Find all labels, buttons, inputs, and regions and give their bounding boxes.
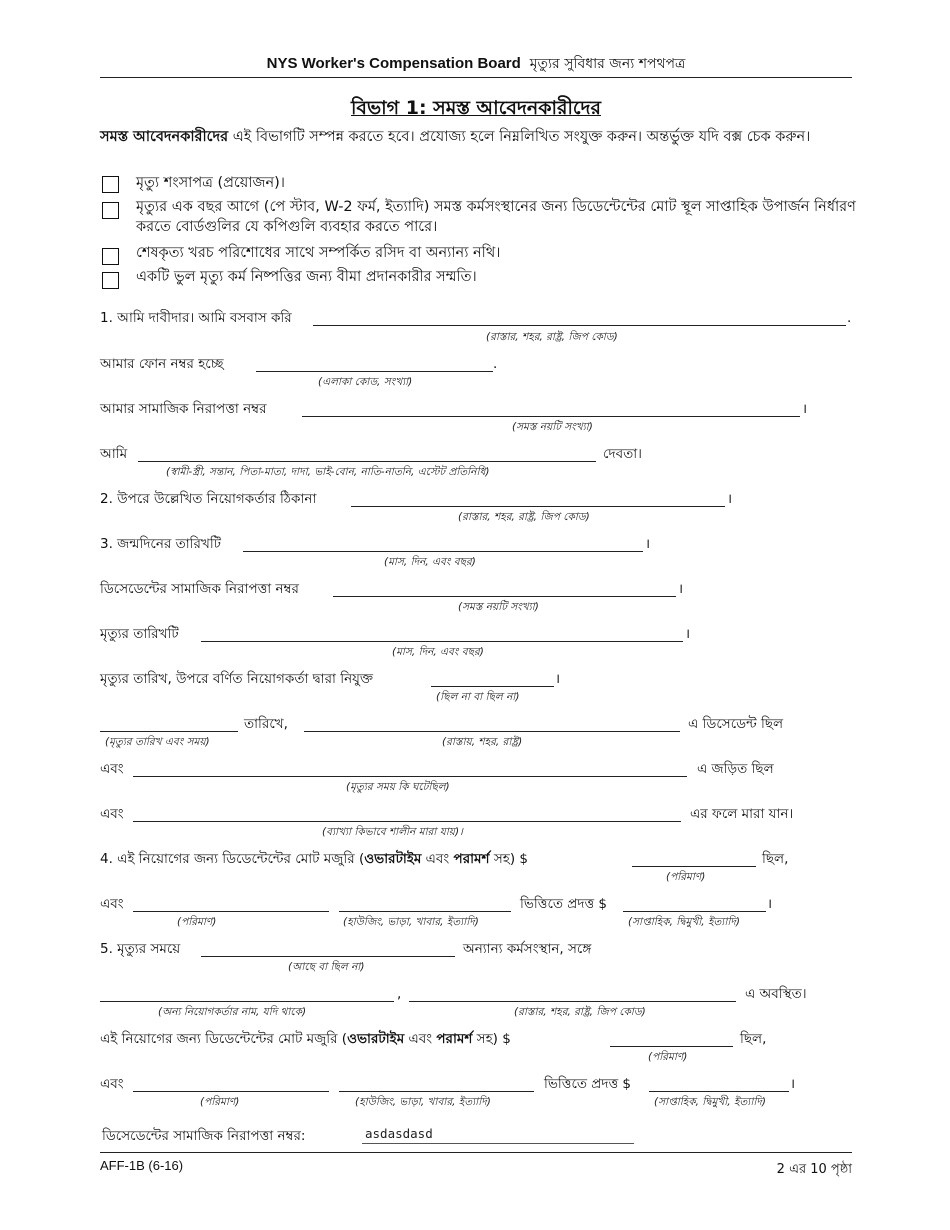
checklist-item: শেষকৃত্য খরচ পরিশোধের সাথে সম্পর্কিত রসিদ বা অন্যান্য নথি। xyxy=(136,245,501,261)
q4-wage-field[interactable] xyxy=(632,866,756,867)
caption: (পরিমাণ) xyxy=(177,916,217,928)
q4-amount-field[interactable] xyxy=(133,911,329,912)
q5-basis-field[interactable] xyxy=(339,1091,534,1092)
q4-basis-field[interactable] xyxy=(339,911,511,912)
caption: (সমস্ত নয়টি সংখ্যা) xyxy=(512,421,593,433)
caption: (ছিল না বা ছিল না) xyxy=(436,691,520,703)
death-date-label: মৃত্যুর তারিখটি xyxy=(100,626,179,642)
q2-label: 2. উপরে উল্লেখিত নিয়োগকর্তার ঠিকানা xyxy=(100,491,317,507)
q5-frequency-field[interactable] xyxy=(649,1091,789,1092)
header-rule xyxy=(100,77,852,78)
phone-field[interactable] xyxy=(256,371,493,372)
q3-label: 3. জন্মদিনের তারিখটি xyxy=(100,536,222,552)
page-header xyxy=(100,52,852,76)
checkbox-wage-records[interactable] xyxy=(102,202,119,219)
q1-address-field[interactable] xyxy=(313,325,846,326)
what-happened-field[interactable] xyxy=(133,776,687,777)
caption: (রাস্তার, শহর, রাষ্ট্র, জিপ কোড) xyxy=(458,511,590,523)
caption: (রাস্তার, শহর, রাষ্ট্র, জিপ কোড) xyxy=(514,1006,646,1018)
caption: (পরিমাণ) xyxy=(666,871,706,883)
q5-employer-address-field[interactable] xyxy=(409,1001,736,1002)
caption: (এলাকা কোড, সংখ্যা) xyxy=(318,376,413,388)
employer-address-field[interactable] xyxy=(351,506,725,507)
phone-label: আমার ফোন নম্বর হচ্ছে xyxy=(100,356,224,372)
decedent-ssn-input[interactable]: asdasdasd xyxy=(362,1126,634,1144)
caption: (হাউজিং, ভাড়া, খাবার, ইত্যাদি) xyxy=(355,1096,491,1108)
relationship-field[interactable] xyxy=(138,461,596,462)
employed-label: মৃত্যুর তারিখ, উপরে বর্ণিত নিয়োগকর্তা দ্বারা নিযুক্ত xyxy=(100,671,374,687)
caption: (হাউজিং, ভাড়া, খাবার, ইত্যাদি) xyxy=(343,916,479,928)
section-intro: সমস্ত আবেদনকারীদের এই বিভাগটি সম্পন্ন করতে হবে। প্রযোজ্য হলে নিম্নলিখিত সংযুক্ত করুন। অন্তর্ভুক্ত যদি বক্স চেক করুন। xyxy=(100,129,811,145)
q5-label: 5. মৃত্যুর সময়ে xyxy=(100,941,181,957)
form-id: AFF-1B (6-16) xyxy=(100,1158,184,1173)
checkbox-insurer-consent[interactable] xyxy=(102,272,119,289)
q4-frequency-field[interactable] xyxy=(623,911,766,912)
caption: (রাস্তার, শহর, রাষ্ট্র, জিপ কোড) xyxy=(486,331,618,343)
ssn-field[interactable] xyxy=(302,416,800,417)
q5-wage-label: এই নিয়োগের জন্য ডিডেন্টেন্টের মোট মজুরি (ওভারটাইম এবং পরামর্শ সহ) $ xyxy=(100,1031,511,1047)
caption: (আছে বা ছিল না) xyxy=(288,961,365,973)
checklist-item: মৃত্যুর এক বছর আগে (পে স্টাব, W-2 ফর্ম, ইত্যাদি) সমস্ত কর্মসংস্থানের জন্য ডিডেন্টেন্টের মোট স্থূল সাপ্তাহিক উপার্জন নির্ধারণ করতে বোর্ডগুলির যে কপিগুলি ব্যবহার করতে পারে। xyxy=(136,199,856,235)
caption: (ব্যাখ্যা কিভাবে শালীন মারা যায়)। xyxy=(322,826,463,838)
caption: (রাস্তায়, শহর, রাষ্ট্র) xyxy=(442,736,523,748)
caption: (মৃত্যুর তারিখ এবং সময়) xyxy=(105,736,210,748)
q4-label: 4. এই নিয়োগের জন্য ডিডেন্টেন্টের মোট মজুরি (ওভারটাইম এবং পরামর্শ সহ) $ xyxy=(100,851,528,867)
caption: (মাস, দিন, এবং বছর) xyxy=(392,646,484,658)
birth-date-field[interactable] xyxy=(243,551,643,552)
caption: (স্বামী-স্ত্রী, সন্তান, পিতা-মাতা, দাদা, ভাই-বোন, নাতি-নাতনি, এস্টেট প্রতিনিধি) xyxy=(166,466,490,478)
decedent-ssn-footer-label: ডিসেডেন্টের সামাজিক নিরাপত্তা নম্বর: xyxy=(102,1128,306,1144)
caption: (পরিমাণ) xyxy=(648,1051,688,1063)
checklist-item: মৃত্যু শংসাপত্র (প্রয়োজন)। xyxy=(136,175,285,191)
caption: (সাপ্তাহিক, দ্বিমুখী, ইত্যাদি) xyxy=(628,916,740,928)
q5-wage-field[interactable] xyxy=(610,1046,733,1047)
q1-label: 1. আমি দাবীদার। আমি বসবাস করি xyxy=(100,310,292,326)
document-title: মৃত্যুর সুবিধার জন্য শপথপত্র xyxy=(529,56,686,72)
checklist-item: একটি ভুল মৃত্যু কর্ম নিষ্পত্তির জন্য বীমা প্রদানকারীর সম্মতি। xyxy=(136,269,477,285)
checkbox-funeral-receipts[interactable] xyxy=(102,248,119,265)
caption: (মাস, দিন, এবং বছর) xyxy=(384,556,476,568)
q5-amount-field[interactable] xyxy=(133,1091,329,1092)
checkbox-death-certificate[interactable] xyxy=(102,176,119,193)
ssn-label: আমার সামাজিক নিরাপত্তা নম্বর xyxy=(100,401,267,417)
death-date-field[interactable] xyxy=(201,641,683,642)
decedent-ssn-field[interactable] xyxy=(333,596,676,597)
org-name: NYS Worker's Compensation Board xyxy=(266,55,521,72)
form-page: NYS Worker's Compensation Board মৃত্যুর সুবিধার জন্য শপথপত্র বিভাগ 1: সমস্ত আবেদনকারীদের সমস্ত আবেদনকারীদের এই বিভাগটি সম্পন্ন করতে হবে। প্রযোজ্য হলে নিম্নলিখিত সংযুক্ত করুন। অন্তর্ভুক্ত যদি বক্স চেক করুন। মৃত্যু শংসাপত্র (প্রয়োজন)। মৃত্যুর এক বছর আগে (পে স্টাব, W-2 ফর্ম, ইত্যাদি) সমস্ত কর্মসংস্থানের জন্য ডিডেন্টেন্টের মোট স্থূল সাপ্তাহিক উপার্জন নির্ধারণ করতে বোর্ডগুলির যে কপিগুলি ব্যবহার করতে পারে। শেষকৃত্য খরচ পরিশোধের সাথে সম্পর্কিত রসিদ বা অন্যান্য নথি। একটি ভুল মৃত্যু কর্ম নিষ্পত্তির জন্য বীমা প্রদানকারীর সম্মতি। 1. আমি দাবীদার। আমি বসবাস করি . (রাস্তার, শহর, রাষ্ট্র, জিপ কোড) আমার ফোন নম্বর হচ্ছে . (এলাকা কোড, সংখ্যা) আমার সামাজিক নিরাপত্তা নম্বর । (সমস্ত নয়টি সংখ্যা) আমি দেবতা। (স্বামী-স্ত্রী, সন্তান, পিতা-মাতা, দাদা, ভাই-বোন, নাতি-নাতনি, এস্টেট প্রতিনিধি) 2. উপরে উল্লেখিত নিয়োগকর্তার ঠিকানা । (রাস্তার, শহর, রাষ্ট্র, জিপ কোড) 3. জন্মদিনের তারিখটি । (মাস, দিন, এবং বছর) ডিসেডেন্টের সামাজিক নিরাপত্তা নম্বর । (সমস্ত নয়টি সংখ্যা) মৃত্যুর তারিখটি । (মাস, দিন, এবং বছর) মৃত্যুর তারিখ, উপরে বর্ণিত নিয়োগকর্তা দ্বারা নিযুক্ত । (ছিল না বা ছিল না) তারিখে, এ ডিসেডেন্ট ছিল (মৃত্যুর তারিখ এবং সময়) (রাস্তায়, শহর, রাষ্ট্র) এবং এ জড়িত ছিল (মৃত্যুর সময় কি ঘটেছিল) এবং এর ফলে মারা যান। (ব্যাখ্যা কিভাবে শালীন মারা যায়)। 4. এই নিয়োগের জন্য ডিডেন্টেন্টের মোট মজুরি (ওভারটাইম এবং পরামর্শ সহ) $ ছিল, (পরিমাণ) এবং ভিত্তিতে প্রদত্ত $ । (পরিমাণ) (হাউজিং, ভাড়া, খাবার, ইত্যাদি) (সাপ্তাহিক, দ্বিমুখী, ইত্যাদি) 5. মৃত্যুর সময়ে অন্যান্য কর্মসংস্থান, সঙ্গে (আছে বা ছিল না) , এ অবস্থিত। (অন্য নিয়োগকর্তার নাম, যদি থাকে) (রাস্তার, শহর, রাষ্ট্র, জিপ কোড) এই নিয়োগের জন্য ডিডেন্টেন্টের মোট মজুরি (ওভারটাইম এবং পরামর্শ সহ) $ ছিল, (পরিমাণ) এবং ভিত্তিতে প্রদত্ত $ । (পরিমাণ) (হাউজিং, ভাড়া, খাবার, ইত্যাদি) (সাপ্তাহিক, দ্বিমুখী, ইত্যাদি) ডিসেডেন্টের সামাজিক নিরাপত্তা নম্বর: asdasdasd AFF-1B (6-16) 2 এর 10 পৃষ্ঠা xyxy=(0,0,950,1230)
caption: (পরিমাণ) xyxy=(200,1096,240,1108)
caption: (সমস্ত নয়টি সংখ্যা) xyxy=(458,601,539,613)
page-number: 2 এর 10 পৃষ্ঠা xyxy=(776,1162,852,1177)
q5-other-employment-field[interactable] xyxy=(201,956,455,957)
cause-of-death-field[interactable] xyxy=(133,821,681,822)
employed-field[interactable] xyxy=(431,686,554,687)
section-title: বিভাগ 1: সমস্ত আবেদনকারীদের xyxy=(350,97,601,119)
q5-employer-name-field[interactable] xyxy=(100,1001,394,1002)
caption: (অন্য নিয়োগকর্তার নাম, যদি থাকে) xyxy=(158,1006,307,1018)
caption: (সাপ্তাহিক, দ্বিমুখী, ইত্যাদি) xyxy=(654,1096,766,1108)
caption: (মৃত্যুর সময় কি ঘটেছিল) xyxy=(346,781,450,793)
decedent-ssn-label: ডিসেডেন্টের সামাজিক নিরাপত্তা নম্বর xyxy=(100,581,299,597)
footer-rule xyxy=(100,1152,852,1153)
death-datetime-field[interactable] xyxy=(100,731,238,732)
relationship-label: আমি xyxy=(100,446,128,462)
death-place-field[interactable] xyxy=(304,731,680,732)
